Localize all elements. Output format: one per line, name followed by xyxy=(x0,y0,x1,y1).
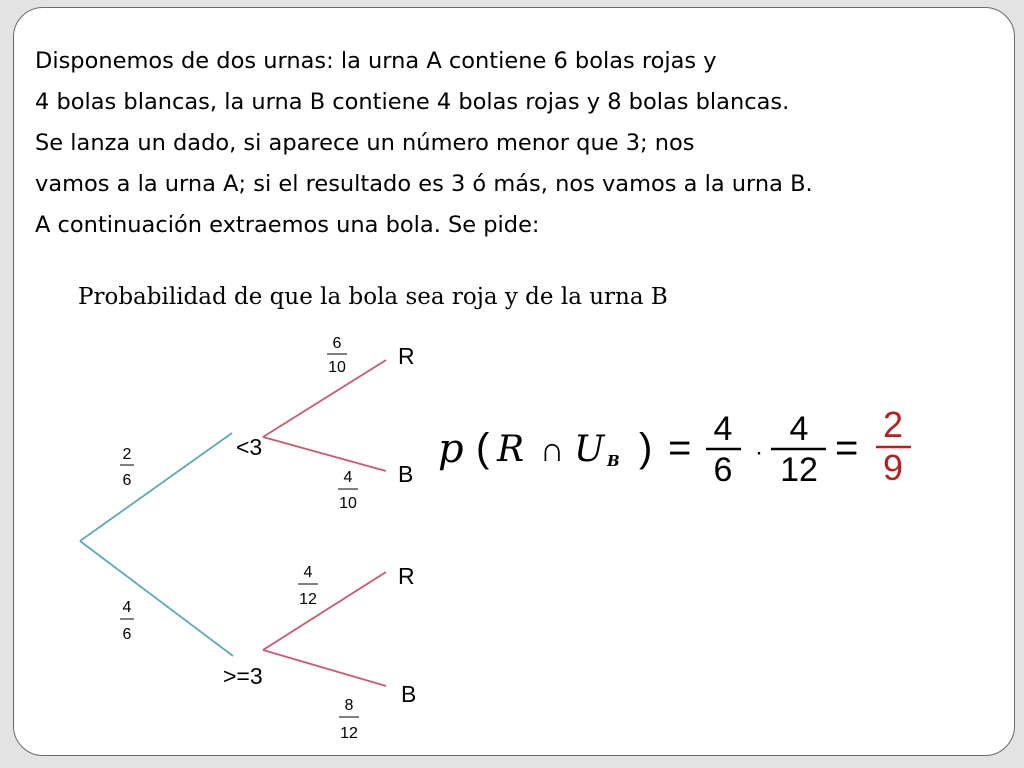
fraction-numerator: 8 xyxy=(344,697,354,714)
fraction-b-red xyxy=(298,564,318,608)
formula-fraction1-denominator: 6 xyxy=(713,451,733,489)
formula-fraction2-denominator: 12 xyxy=(780,451,818,489)
fraction-denominator: 10 xyxy=(339,495,357,512)
fraction-lt3 xyxy=(120,446,134,489)
fraction-numerator: 6 xyxy=(332,335,342,352)
formula-intersection: ∩ xyxy=(540,431,565,469)
formula-p: p xyxy=(438,426,464,472)
branch-lt3-red xyxy=(263,360,386,437)
branch-root-ge3 xyxy=(80,541,233,656)
formula-fraction1-numerator: 4 xyxy=(713,410,733,448)
formula-open-paren: ( xyxy=(476,426,490,470)
fraction-denominator: 12 xyxy=(340,725,358,742)
probability-formula xyxy=(438,404,911,489)
formula-r: R xyxy=(497,429,525,470)
fraction-denominator: 6 xyxy=(122,472,132,489)
problem-line: vamos a la urna A; si el resultado es 3 ó más, nos vamos a la urna B. xyxy=(35,171,813,197)
problem-line: 4 bolas blancas, la urna B contiene 4 bolas rojas y 8 bolas blancas. xyxy=(35,89,790,115)
formula-close-paren: ) xyxy=(639,426,653,470)
branch-ge3-white xyxy=(263,650,386,686)
branch-lt3-white xyxy=(263,437,386,471)
branch-root-lt3 xyxy=(80,433,232,541)
question-text: Probabilidad de que la bola sea roja y de la urna B xyxy=(78,284,668,310)
formula-equals: = xyxy=(668,426,692,470)
problem-line: Se lanza un dado, si aparece un número menor que 3; nos xyxy=(35,130,695,156)
fraction-denominator: 6 xyxy=(122,626,132,643)
node-label-ge3: >=3 xyxy=(223,663,263,689)
formula-u-subscript: B xyxy=(607,452,620,470)
formula-result-denominator: 9 xyxy=(882,447,904,488)
fraction-numerator: 4 xyxy=(343,469,353,486)
fraction-a-red xyxy=(327,335,347,376)
fraction-denominator: 10 xyxy=(328,359,346,376)
fraction-b-white xyxy=(339,697,359,742)
problem-line: Disponemos de dos urnas: la urna A contiene 6 bolas rojas y xyxy=(35,48,717,74)
branch-ge3-red xyxy=(263,572,386,650)
node-label-b-white: B xyxy=(401,681,417,707)
formula-fraction2-numerator: 4 xyxy=(789,410,809,448)
fraction-a-white xyxy=(338,469,358,512)
formula-result-numerator: 2 xyxy=(882,404,904,445)
formula-equals: = xyxy=(835,426,859,470)
fraction-numerator: 2 xyxy=(122,446,132,463)
fraction-numerator: 4 xyxy=(303,564,313,581)
formula-u: U xyxy=(574,429,605,470)
formula-dot: · xyxy=(755,439,763,466)
problem-line: A continuación extraemos una bola. Se pide: xyxy=(35,212,540,238)
node-label-b-red: R xyxy=(398,563,415,589)
fraction-ge3 xyxy=(120,599,134,643)
node-label-a-white: B xyxy=(398,461,414,487)
fraction-denominator: 12 xyxy=(299,591,317,608)
node-label-a-red: R xyxy=(398,343,415,369)
fraction-numerator: 4 xyxy=(122,599,132,616)
node-label-lt3: <3 xyxy=(236,434,263,460)
